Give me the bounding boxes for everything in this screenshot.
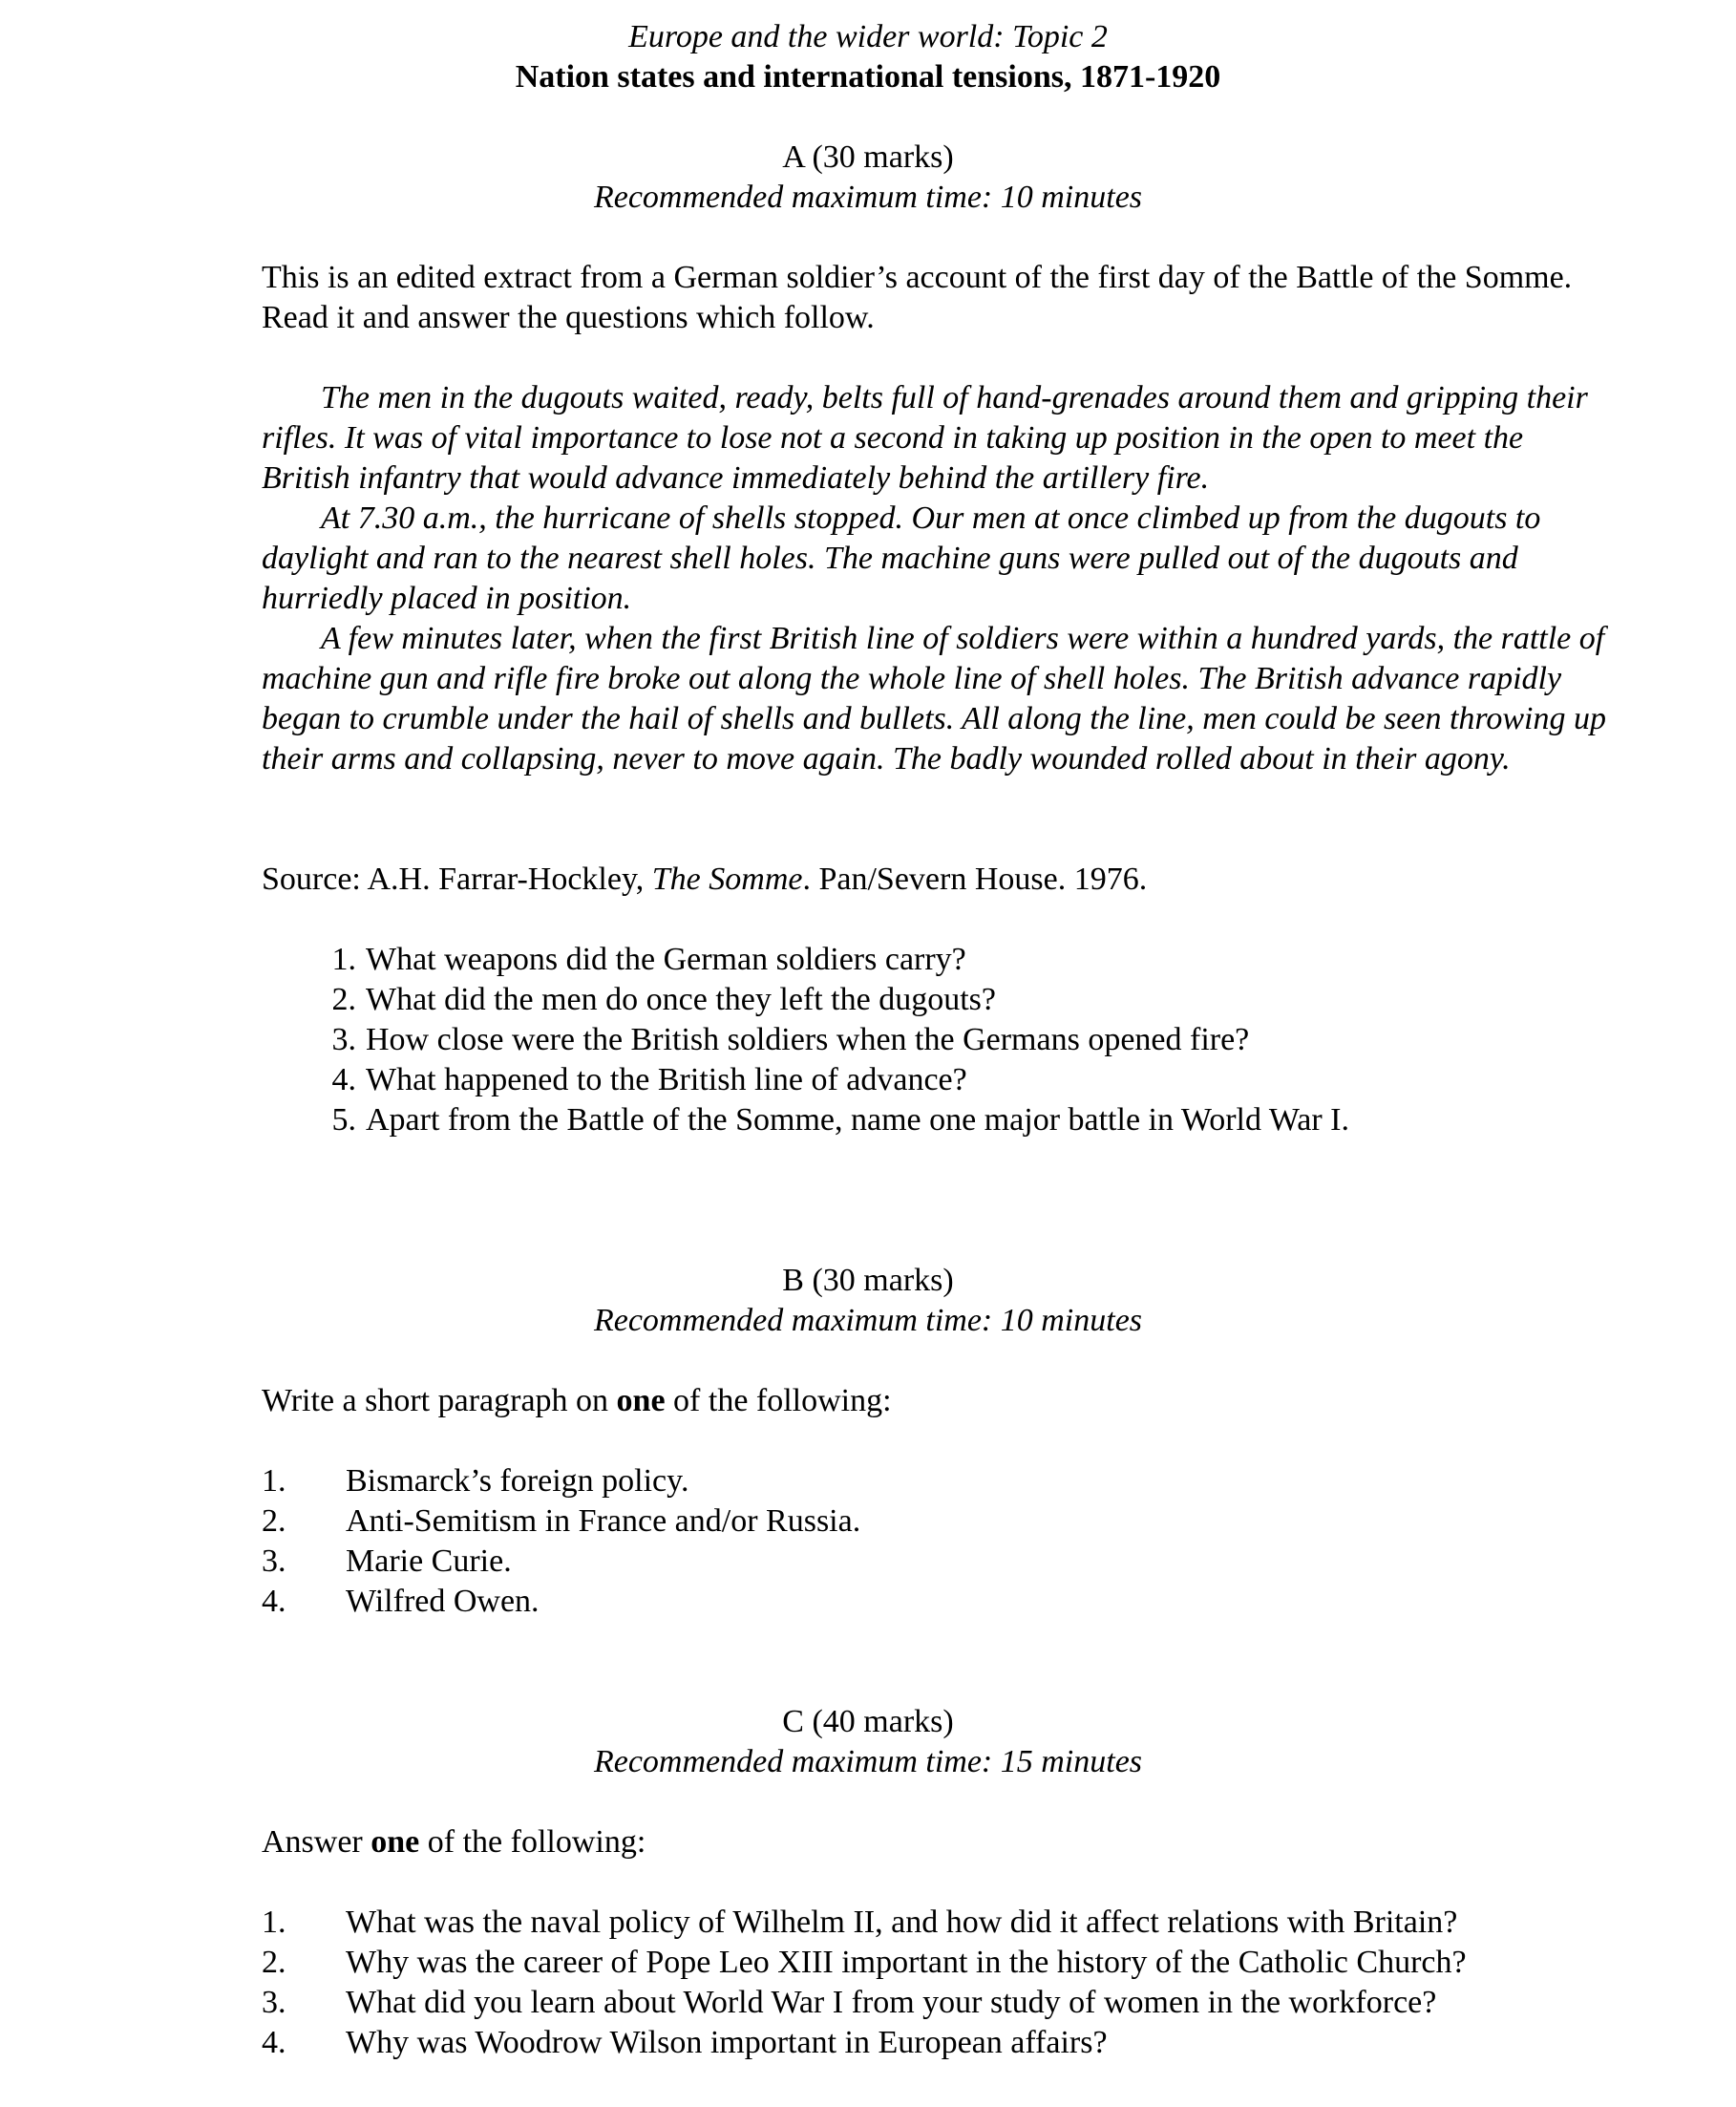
source-prefix: Source: A.H. Farrar-Hockley,: [262, 862, 652, 897]
list-item: [262, 1582, 1656, 1622]
item-number: 3.: [262, 1543, 286, 1579]
extract-passage: [262, 378, 1618, 779]
section-a-intro: This is an edited extract from a German soldier’s account of the first day of the Battle of the Somme. Read it and answer the questions which follow.: [262, 260, 1573, 335]
list-item: [313, 1100, 1650, 1140]
item-text: Why was Woodrow Wilson important in European affairs?: [346, 2025, 1108, 2060]
instruction-text: of the following:: [419, 1824, 646, 1860]
list-item: [262, 1461, 1656, 1501]
item-text: What was the naval policy of Wilhelm II, and how did it affect relations with Britain?: [346, 1905, 1458, 1940]
instruction-emphasis: one: [370, 1824, 420, 1860]
item-text: What happened to the British line of advance?: [366, 1062, 967, 1097]
passage-paragraph: The men in the dugouts waited, ready, belts full of hand-grenades around them and gripping their rifles. It was of vital importance to lose not a second in taking up position in the open to meet the British infantry that would advance immediately behind the artillery fire.: [262, 380, 1588, 496]
list-item: [262, 1542, 1656, 1582]
page-title: Nation states and international tensions, 1871-1920: [515, 59, 1221, 95]
source-title: The Somme: [651, 862, 803, 897]
instruction-text: Answer: [262, 1824, 371, 1860]
list-item: [262, 1983, 1656, 2023]
item-number: 3.: [262, 1985, 286, 2020]
source-suffix: . Pan/Severn House. 1976.: [802, 862, 1148, 897]
section-b-topics: [262, 1461, 1656, 1622]
item-number: 4.: [262, 1584, 286, 1619]
section-c-topics: [262, 1903, 1656, 2063]
item-number: 2.: [262, 1945, 286, 1980]
section-b-time: Recommended maximum time: 10 minutes: [593, 1303, 1143, 1338]
passage-paragraph: A few minutes later, when the first British line of soldiers were within a hundred yards, the rattle of machine gun and rifle fire broke out along the whole line of shell holes. The British advance rapidly began to crumble under the hail of shells and bullets. All along the line, men could be seen throwing up their arms and collapsing, never to move again. The badly wounded rolled about in their agony.: [262, 621, 1606, 777]
item-text: Wilfred Owen.: [346, 1584, 540, 1619]
item-number: 4.: [331, 1062, 356, 1097]
item-number: 5.: [331, 1102, 356, 1138]
list-item: [313, 980, 1650, 1020]
list-item: [262, 1943, 1656, 1983]
item-text: What did you learn about World War I from your study of women in the workforce?: [346, 1985, 1437, 2020]
item-number: 1.: [262, 1905, 286, 1940]
section-b-instruction: [262, 1381, 1598, 1421]
item-text: Apart from the Battle of the Somme, name one major battle in World War I.: [366, 1102, 1349, 1138]
list-item: [313, 1020, 1650, 1060]
section-c-heading: C (40 marks): [782, 1704, 954, 1739]
list-item: [262, 1903, 1656, 1943]
list-item: [313, 940, 1650, 980]
instruction-emphasis: one: [616, 1383, 666, 1418]
item-text: What did the men do once they left the dugouts?: [366, 982, 996, 1017]
section-a-heading: A (30 marks): [782, 139, 954, 175]
instruction-text: of the following:: [665, 1383, 892, 1418]
item-text: How close were the British soldiers when the Germans opened fire?: [366, 1022, 1250, 1057]
item-number: 1.: [262, 1463, 286, 1499]
item-text: Marie Curie.: [346, 1543, 512, 1579]
item-number: 1.: [331, 942, 356, 977]
item-text: Why was the career of Pope Leo XIII important in the history of the Catholic Church?: [346, 1945, 1467, 1980]
item-number: 4.: [262, 2025, 286, 2060]
section-a-time: Recommended maximum time: 10 minutes: [593, 180, 1143, 215]
section-b-heading: B (30 marks): [782, 1263, 954, 1298]
list-item: [262, 2023, 1656, 2063]
item-number: 3.: [331, 1022, 356, 1057]
topic-subtitle: Europe and the wider world: Topic 2: [628, 19, 1108, 54]
source-citation: [262, 860, 1598, 900]
item-text: Anti-Semitism in France and/or Russia.: [346, 1503, 861, 1539]
section-c-instruction: [262, 1822, 1598, 1862]
item-number: 2.: [262, 1503, 286, 1539]
item-text: What weapons did the German soldiers carry?: [366, 942, 966, 977]
item-text: Bismarck’s foreign policy.: [346, 1463, 689, 1499]
passage-paragraph: At 7.30 a.m., the hurricane of shells stopped. Our men at once climbed up from the dugouts to daylight and ran to the nearest shell holes. The machine guns were pulled out of the dugouts and hurriedly placed in position.: [262, 500, 1541, 616]
list-item: [313, 1060, 1650, 1100]
section-c-time: Recommended maximum time: 15 minutes: [593, 1744, 1143, 1779]
instruction-text: Write a short paragraph on: [262, 1383, 617, 1418]
item-number: 2.: [331, 982, 356, 1017]
list-item: [262, 1501, 1656, 1542]
section-a-questions: [313, 940, 1650, 1140]
